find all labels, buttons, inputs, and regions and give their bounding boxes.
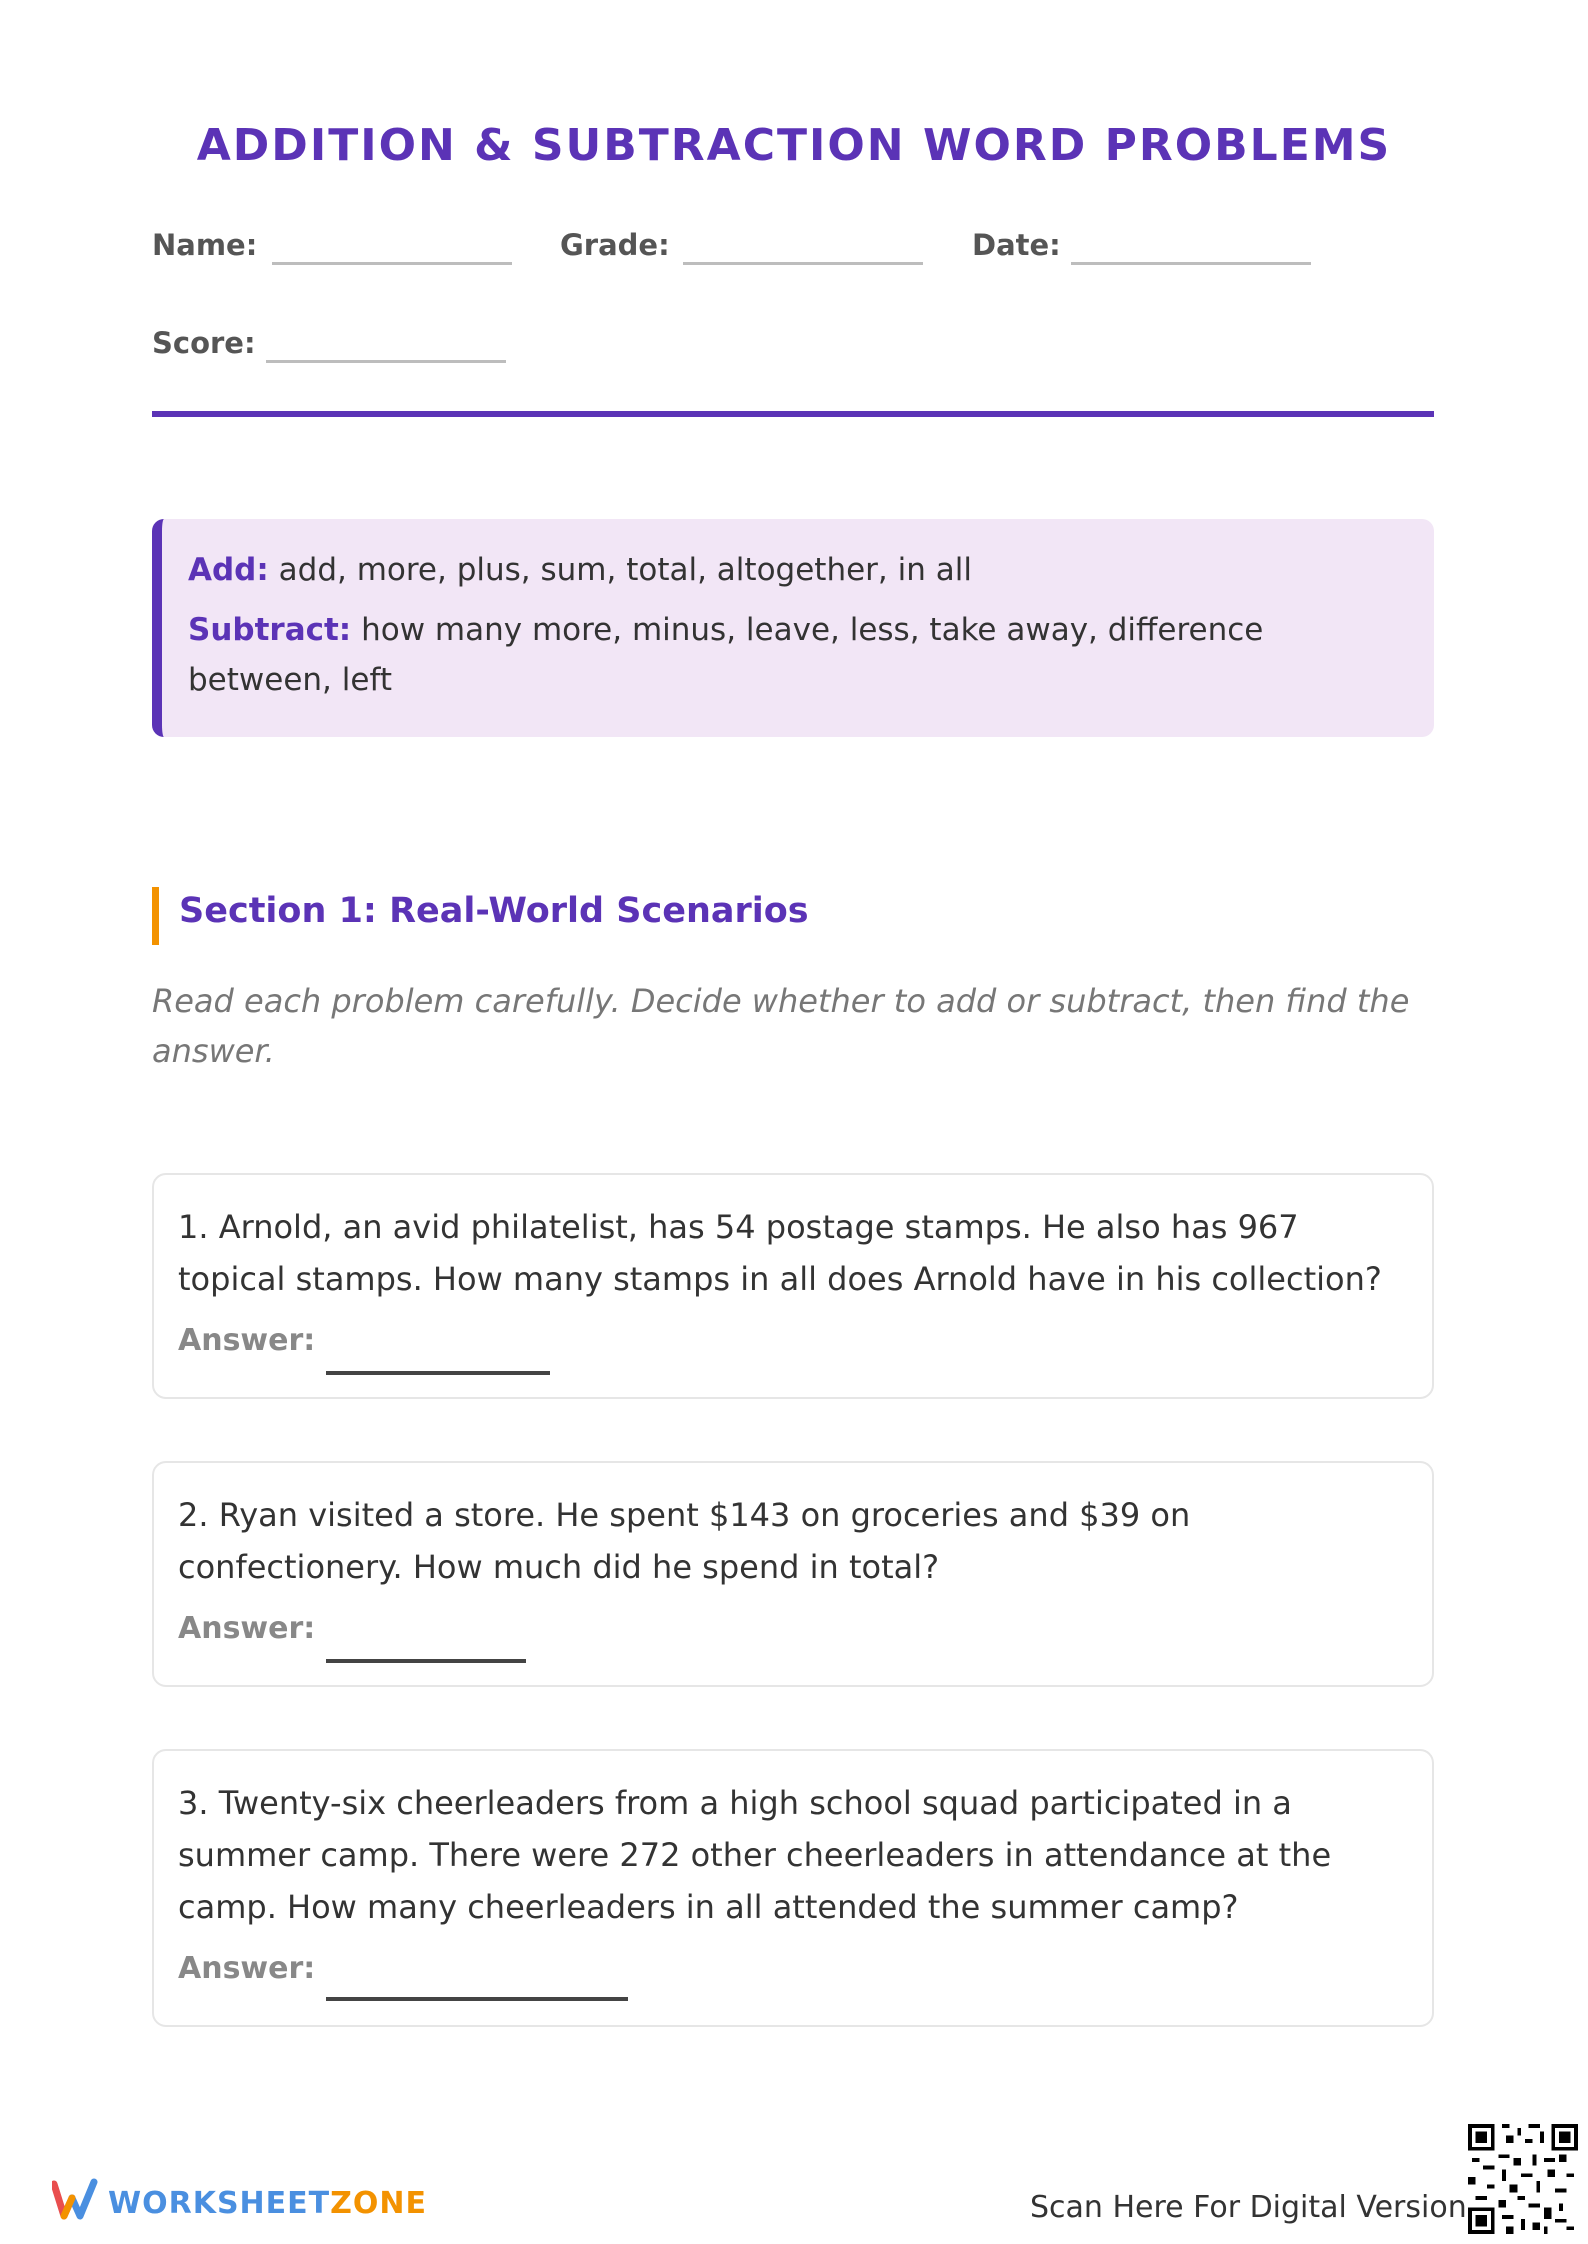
answer-label: Answer: xyxy=(178,1951,316,1986)
name-label: Name: xyxy=(152,228,258,262)
add-keywords xyxy=(188,545,1404,595)
section-accent-bar xyxy=(152,887,159,945)
brand-part-2: ZONE xyxy=(330,2186,427,2221)
add-keywords-text: add, more, plus, sum, total, altogether, in all xyxy=(278,552,972,588)
grade-field-line[interactable] xyxy=(683,262,923,265)
subtract-keywords-text: how many more, minus, leave, less, take away, difference between, left xyxy=(188,612,1264,698)
problem-card-2 xyxy=(152,1461,1434,1687)
brand-part-1: WORKSHEET xyxy=(108,2186,331,2221)
worksheet-title: ADDITION & SUBTRACTION WORD PROBLEMS xyxy=(196,120,1392,171)
problem-text: 1. Arnold, an avid philatelist, has 54 postage stamps. He also has 967 topical stamps. How many stamps in all does Arnold have in his collection? xyxy=(178,1208,1382,1298)
date-label: Date: xyxy=(972,228,1061,262)
answer-row xyxy=(178,1323,315,1358)
subtract-keywords xyxy=(188,605,1404,705)
score-label: Score: xyxy=(152,326,256,360)
answer-line-1[interactable] xyxy=(326,1371,550,1375)
problem-card-3 xyxy=(152,1749,1434,2027)
subtract-label: Subtract: xyxy=(188,612,352,648)
section-title: Section 1: Real-World Scenarios xyxy=(179,891,809,931)
score-field-line[interactable] xyxy=(266,360,506,363)
header-divider xyxy=(152,411,1434,417)
problem-card-1 xyxy=(152,1173,1434,1399)
answer-label: Answer: xyxy=(178,1323,316,1358)
qr-code-icon[interactable] xyxy=(1468,2124,1578,2234)
date-field-line[interactable] xyxy=(1071,262,1311,265)
keywords-box xyxy=(152,519,1434,737)
add-label: Add: xyxy=(188,552,269,588)
worksheetzone-logo-icon xyxy=(52,2178,98,2222)
answer-row xyxy=(178,1611,315,1646)
footer-brand[interactable] xyxy=(108,2186,427,2221)
section-instructions: Read each problem carefully. Decide whether to add or subtract, then find the answer. xyxy=(152,982,1410,1070)
answer-line-2[interactable] xyxy=(326,1659,526,1663)
problem-text: 2. Ryan visited a store. He spent $143 on groceries and $39 on confectionery. How much did he spend in total? xyxy=(178,1496,1191,1586)
name-field-line[interactable] xyxy=(272,262,512,265)
problem-text: 3. Twenty-six cheerleaders from a high school squad participated in a summer camp. There were 272 other cheerleaders in attendance at the camp. How many cheerleaders in all attended the summer camp? xyxy=(178,1784,1332,1926)
grade-label: Grade: xyxy=(560,228,670,262)
answer-line-3[interactable] xyxy=(326,1997,628,2001)
scan-text: Scan Here For Digital Version xyxy=(1030,2190,1467,2225)
answer-label: Answer: xyxy=(178,1611,316,1646)
answer-row xyxy=(178,1951,315,1986)
